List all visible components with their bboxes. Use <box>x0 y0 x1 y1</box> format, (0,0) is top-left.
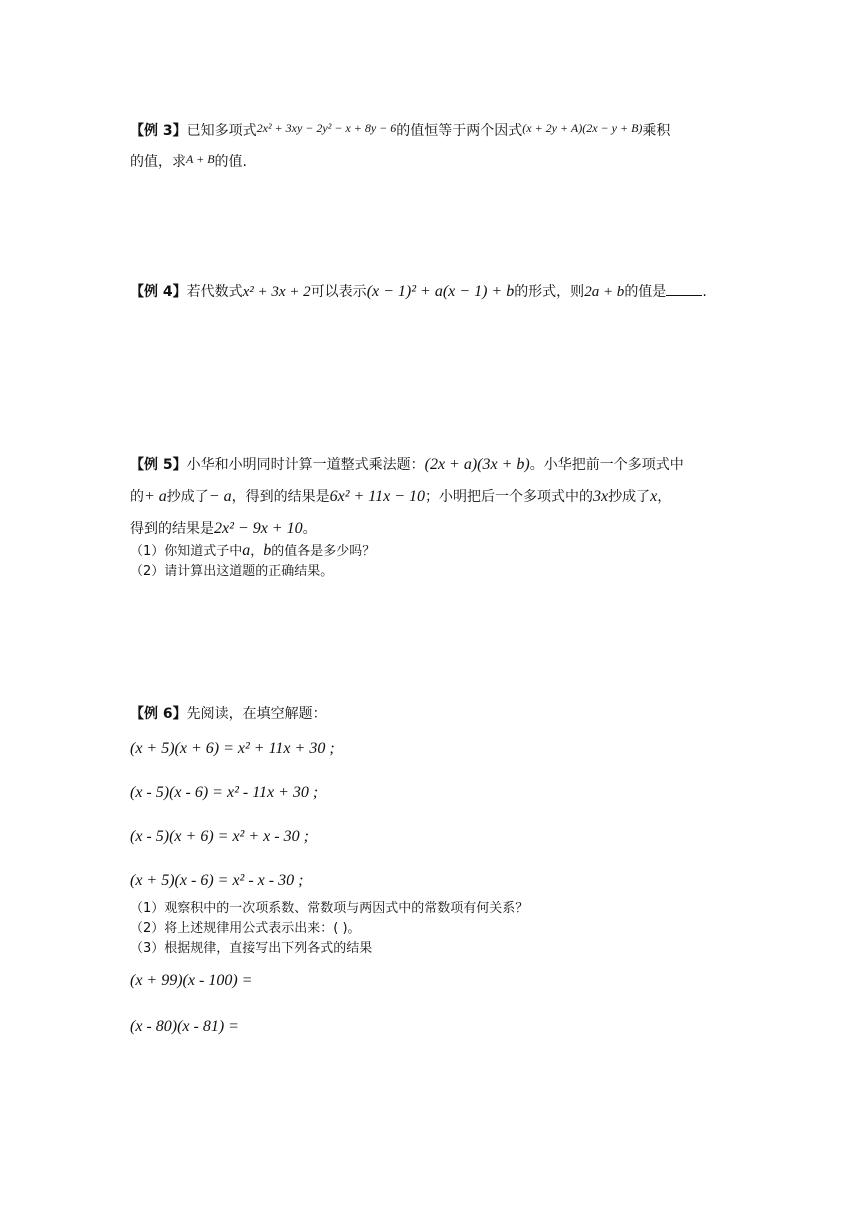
example-6-question-2: （2）将上述规律用公式表示出来：( )。 <box>130 921 361 936</box>
math-polynomial: x² + 3x + 2 <box>242 284 311 300</box>
example-4-label: 【例 4】 <box>130 284 187 300</box>
text: . <box>702 284 707 300</box>
math-form: (x − 1)² + a(x − 1) + b <box>366 283 515 300</box>
example-3-line-1 <box>130 118 730 141</box>
example-5-line-3 <box>130 519 730 539</box>
text: ，得到的结果是 <box>231 489 330 505</box>
math-result-1: 6x² + 11x − 10 <box>329 488 425 505</box>
text: 已知多项式 <box>186 123 257 139</box>
example-5-line-2 <box>130 487 730 507</box>
text: 的形式，则 <box>514 284 585 300</box>
text: 的值是 <box>624 284 667 300</box>
example-6-equation-1: (x + 5)(x + 6) = x² + 11x + 30 ; <box>130 740 335 757</box>
text: 可以表示 <box>310 284 367 300</box>
text: 。 <box>302 521 317 537</box>
math-expr: 2a + b <box>584 284 625 300</box>
math-plus-a: + a <box>144 488 167 505</box>
example-6-equation-2: (x - 5)(x - 6) = x² - 11x + 30 ; <box>130 784 319 801</box>
example-6 <box>130 704 730 1037</box>
math-a: a <box>242 542 251 559</box>
text: 得到的结果是 <box>130 521 214 537</box>
example-6-equation-4: (x + 5)(x - 6) = x² - x - 30 ; <box>130 872 304 889</box>
example-5 <box>130 455 730 582</box>
text: 的值恒等于两个因式 <box>396 123 523 139</box>
text: 抄成了 <box>166 489 209 505</box>
math-product: (2x + a)(3x + b) <box>424 456 530 473</box>
math-minus-a: − a <box>208 488 232 505</box>
text: ；小明把后一个多项式中的 <box>425 489 593 505</box>
text: 抄成了 <box>608 489 651 505</box>
example-6-line-1 <box>130 704 730 724</box>
text: ， <box>250 544 264 559</box>
example-5-line-1 <box>130 455 730 475</box>
example-5-question-1 <box>130 541 730 562</box>
example-6-question-1: （1）观察积中的一次项系数、常数项与两因式中的常数项有何关系？ <box>130 901 529 916</box>
example-4-line-1 <box>130 282 730 302</box>
math-expr: A + B <box>186 152 215 166</box>
text: 乘积 <box>642 123 671 139</box>
example-6-equation-3: (x - 5)(x + 6) = x² + x - 30 ; <box>130 828 309 845</box>
example-6-calc-2: (x - 80)(x - 81) = <box>130 1018 239 1035</box>
example-4 <box>130 282 730 302</box>
text: 的 <box>130 489 144 505</box>
math-b: b <box>263 542 272 559</box>
text: （1）你知道式子中 <box>130 544 243 559</box>
example-3-label: 【例 3】 <box>130 123 187 139</box>
text: 小华和小明同时计算一道整式乘法题： <box>186 457 425 473</box>
example-3-line-2 <box>130 149 730 172</box>
answer-blank[interactable] <box>666 283 702 296</box>
text: ， <box>657 489 672 505</box>
math-x: x <box>650 488 658 505</box>
text: 的值. <box>214 154 247 170</box>
text: 若代数式 <box>186 284 243 300</box>
example-6-question-3: （3）根据规律，直接写出下列各式的结果 <box>130 941 373 956</box>
example-5-question-2: （2）请计算出这道题的正确结果。 <box>130 564 334 579</box>
example-5-label: 【例 5】 <box>130 457 187 473</box>
example-6-label: 【例 6】 <box>130 706 187 722</box>
math-polynomial: 2x² + 3xy − 2y² − x + 8y − 6 <box>256 121 397 135</box>
math-factors: (x + 2y + A)(2x − y + B) <box>522 121 643 135</box>
text: 先阅读，在填空解题： <box>186 706 327 722</box>
text: 。小华把前一个多项式中 <box>529 457 684 473</box>
example-6-calc-1: (x + 99)(x - 100) = <box>130 972 253 989</box>
example-3 <box>130 118 730 172</box>
text: 的值，求 <box>130 154 186 170</box>
math-result-2: 2x² − 9x + 10 <box>214 520 303 537</box>
math-3x: 3x <box>593 488 609 505</box>
text: 的值各是多少吗？ <box>271 544 376 559</box>
